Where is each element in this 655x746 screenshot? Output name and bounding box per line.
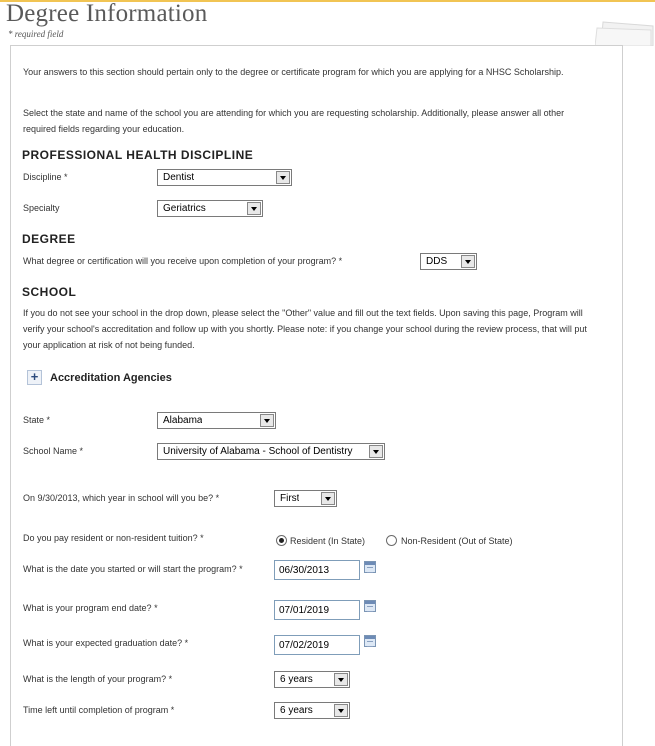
specialty-label: Specialty xyxy=(23,203,60,213)
chevron-down-icon[interactable] xyxy=(334,704,348,717)
degree-value: DDS xyxy=(426,256,448,267)
accreditation-agencies-label[interactable]: Accreditation Agencies xyxy=(50,372,172,384)
intro-paragraph-2: Select the state and name of the school you are attending for which you are requesting scholarship. Additionally, please answer all other required fields regarding your education. xyxy=(23,108,565,134)
degree-select[interactable] xyxy=(420,253,477,270)
page-title: Degree Information xyxy=(6,0,208,27)
state-value: Alabama xyxy=(163,415,203,426)
school-name-label: School Name * xyxy=(23,446,84,456)
school-name-value: University of Alabama - School of Dentistry xyxy=(163,446,353,457)
degree-question: What degree or certification will you receive upon completion of your program? * xyxy=(23,256,343,266)
graduation-date-input[interactable] xyxy=(274,635,360,655)
chevron-down-icon[interactable] xyxy=(276,171,290,184)
required-field-note: * required field xyxy=(8,29,64,39)
start-date-value: 06/30/2013 xyxy=(279,565,330,576)
specialty-value: Geriatrics xyxy=(163,203,206,214)
start-date-label: What is the date you started or will start the program? * xyxy=(23,564,243,574)
chevron-down-icon[interactable] xyxy=(321,492,335,505)
year-in-school-label: On 9/30/2013, which year in school will you be? * xyxy=(23,493,220,503)
year-in-school-select[interactable] xyxy=(274,490,337,507)
state-label: State * xyxy=(23,415,51,425)
graduation-date-label: What is your expected graduation date? * xyxy=(23,638,189,648)
chevron-down-icon[interactable] xyxy=(260,414,274,427)
non-resident-radio-label[interactable]: Non-Resident (Out of State) xyxy=(401,536,513,546)
state-select[interactable] xyxy=(157,412,276,429)
resident-radio-label[interactable]: Resident (In State) xyxy=(290,536,366,546)
program-length-label: What is the length of your program? * xyxy=(23,674,173,684)
discipline-heading: PROFESSIONAL HEALTH DISCIPLINE xyxy=(22,148,254,162)
discipline-select[interactable] xyxy=(157,169,292,186)
discipline-value: Dentist xyxy=(163,172,195,183)
chevron-down-icon[interactable] xyxy=(461,255,475,268)
start-date-input[interactable] xyxy=(274,560,360,580)
end-date-value: 07/01/2019 xyxy=(279,605,330,616)
time-left-label: Time left until completion of program * xyxy=(23,705,175,715)
expand-plus-icon[interactable]: + xyxy=(27,370,42,385)
graduation-date-value: 07/02/2019 xyxy=(279,640,330,651)
specialty-select[interactable] xyxy=(157,200,263,217)
school-heading: SCHOOL xyxy=(22,285,77,299)
intro-paragraph-1: Your answers to this section should pertain only to the degree or certificate program for which you are applying for a NHSC Scholarship. xyxy=(23,67,564,77)
resident-radio[interactable] xyxy=(276,535,287,546)
calendar-icon[interactable] xyxy=(364,561,376,573)
calendar-icon[interactable] xyxy=(364,600,376,612)
school-name-select[interactable] xyxy=(157,443,385,460)
degree-heading: DEGREE xyxy=(22,232,76,246)
tuition-label: Do you pay resident or non-resident tuition? * xyxy=(23,533,204,543)
chevron-down-icon[interactable] xyxy=(334,673,348,686)
time-left-value: 6 years xyxy=(280,705,313,716)
program-length-select[interactable] xyxy=(274,671,350,688)
paper-stack-decoration xyxy=(595,20,655,46)
school-note: If you do not see your school in the drop down, please select the "Other" value and fill out the text fields. Upon saving this page, Program will verify your school's accreditation and follow up with you shortly. Please note: if you change your school during the review process, that will put your application at risk of not being funded. xyxy=(23,308,587,350)
chevron-down-icon[interactable] xyxy=(369,445,383,458)
non-resident-radio[interactable] xyxy=(386,535,397,546)
discipline-label: Discipline * xyxy=(23,172,68,182)
year-in-school-value: First xyxy=(280,493,300,504)
calendar-icon[interactable] xyxy=(364,635,376,647)
program-length-value: 6 years xyxy=(280,674,313,685)
chevron-down-icon[interactable] xyxy=(247,202,261,215)
end-date-input[interactable] xyxy=(274,600,360,620)
time-left-select[interactable] xyxy=(274,702,350,719)
end-date-label: What is your program end date? * xyxy=(23,603,158,613)
